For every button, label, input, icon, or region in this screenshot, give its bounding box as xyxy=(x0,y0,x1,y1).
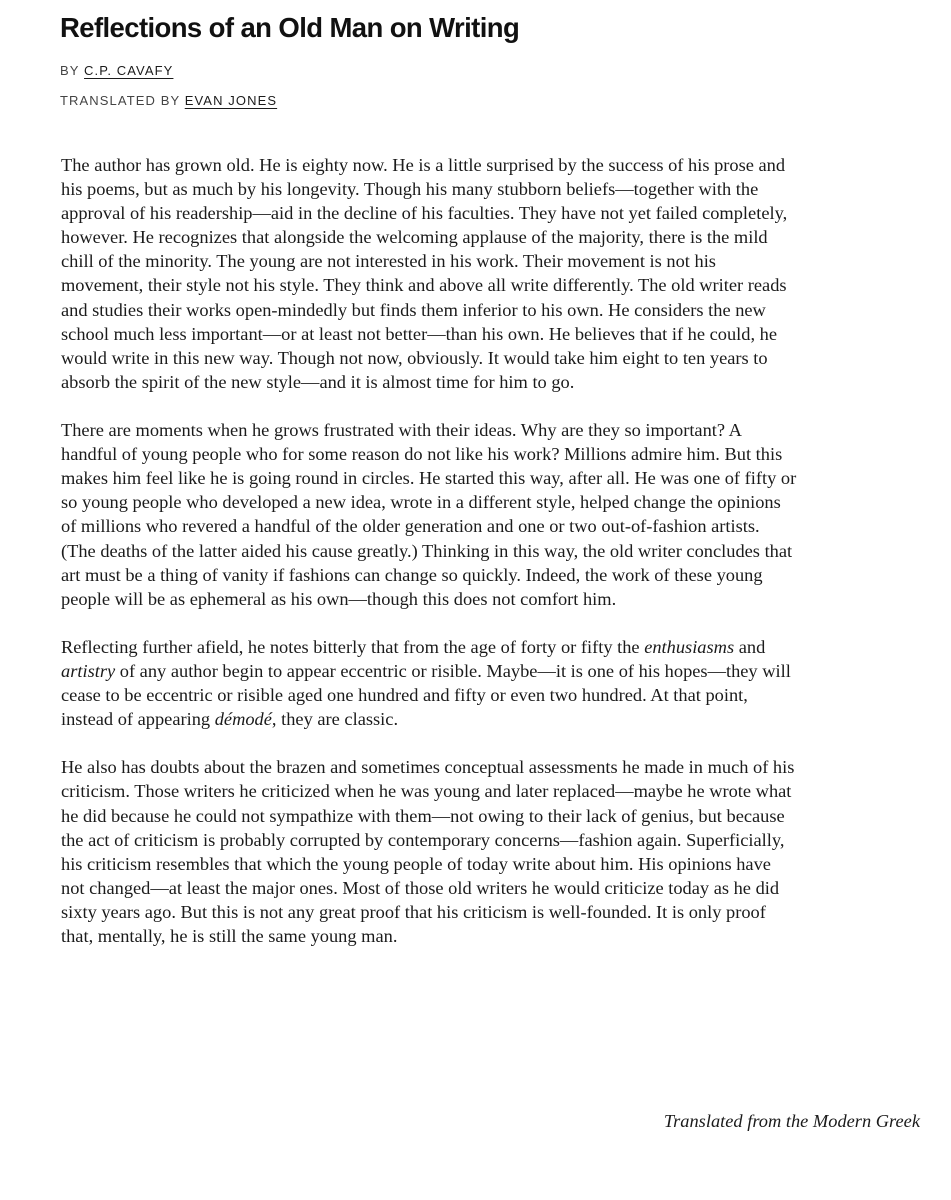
paragraph-line: The author has grown old. He is eighty now. He is a little surprised by the success of his prose and xyxy=(61,155,786,175)
paragraph-1 xyxy=(61,153,927,394)
paragraph-line: He also has doubts about the brazen and sometimes conceptual assessments he made in much of his xyxy=(61,757,795,778)
article-body xyxy=(61,153,927,972)
translator-link[interactable]: EVAN JONES xyxy=(184,93,278,108)
paragraph-line: handful of young people who for some reason do not like his work? Millions admire him. But this xyxy=(61,444,783,465)
paragraph-text: cease to be eccentric or risible aged one hundred and fifty or even two hundred. At that point, xyxy=(61,685,748,706)
paragraph-line: chill of the minority. The young are not interested in his work. Their movement is not his xyxy=(61,251,716,272)
paragraph-line: (The deaths of the latter aided his cause greatly.) Thinking in this way, the old writer concludes that xyxy=(61,540,793,561)
paragraph-line: people will be as ephemeral as his own—though this does not comfort him. xyxy=(61,588,617,609)
paragraph-text: of any author begin to appear eccentric or risible. Maybe—it is one of his hopes—they will xyxy=(115,660,791,681)
paragraph-line: not changed—at least the major ones. Most of those old writers he would criticize today as he did xyxy=(61,877,780,898)
paragraph-2 xyxy=(61,418,927,611)
paragraph-text: instead of appearing xyxy=(61,709,215,730)
paragraph-line: makes him feel like he is going round in circles. He started this way, after all. He was one of fifty or xyxy=(61,468,797,489)
translated-by-label: TRANSLATED BY xyxy=(60,93,185,108)
paragraph-line: so young people who developed a new idea, wrote in a different style, helped change the opinions xyxy=(61,492,781,513)
author-byline xyxy=(60,63,173,78)
paragraph-line: the act of criticism is probably corrupted by contemporary concerns—fashion again. Superficially, xyxy=(61,829,785,850)
paragraph-line: criticism. Those writers he criticized when he was young and later replaced—maybe he wrote what xyxy=(61,781,792,802)
paragraph-3 xyxy=(61,635,927,731)
by-label: BY xyxy=(60,63,85,78)
paragraph-line: he did because he could not sympathize with them—not owing to their lack of genius, but because xyxy=(61,805,785,826)
translation-credit: Translated from the Modern Greek xyxy=(663,1111,920,1131)
paragraph-line: and studies their works open-mindedly but finds them inferior to his own. He considers the new xyxy=(61,299,766,320)
paragraph-4 xyxy=(61,755,927,948)
paragraph-line: sixty years ago. But this is not any great proof that his criticism is well-founded. It is only proof xyxy=(61,901,766,922)
paragraph-text: , they are classic. xyxy=(271,709,399,730)
paragraph-line: that, mentally, he is still the same young man. xyxy=(61,926,398,946)
author-link[interactable]: C.P. CAVAFY xyxy=(84,63,174,78)
paragraph-line: movement, their style not his style. They think and above all write differently. The old writer reads xyxy=(61,275,787,296)
paragraph-line: There are moments when he grows frustrated with their ideas. Why are they so important? A xyxy=(61,420,742,441)
paragraph-line: would write in this new way. Though not now, obviously. It would take him eight to ten years to xyxy=(61,347,768,368)
emphasis-artistry: artistry xyxy=(61,660,116,681)
paragraph-line: however. He recognizes that alongside the welcoming applause of the majority, there is the mild xyxy=(61,227,768,248)
translator-byline xyxy=(60,93,277,108)
paragraph-text: Reflecting further afield, he notes bitterly that from the age of forty or fifty the xyxy=(61,636,645,657)
emphasis-demode: démodé xyxy=(214,709,272,730)
paragraph-line: approval of his readership—aid in the decline of his faculties. They have not yet failed completely, xyxy=(61,203,788,224)
paragraph-line: his criticism resembles that which the young people of today write about him. His opinions have xyxy=(61,853,771,874)
article-title: Reflections of an Old Man on Writing xyxy=(60,12,520,43)
paragraph-line: absorb the spirit of the new style—and it is almost time for him to go. xyxy=(61,371,575,392)
paragraph-line: school much less important—or at least not better—than his own. He believes that if he could, he xyxy=(61,323,778,344)
paragraph-line: of millions who revered a handful of the older generation and one or two out-of-fashion artists. xyxy=(61,516,760,537)
paragraph-line: art must be a thing of vanity if fashions can change so quickly. Indeed, the work of these young xyxy=(61,564,763,585)
paragraph-text: and xyxy=(734,636,766,657)
emphasis-enthusiasms: enthusiasms xyxy=(644,636,735,657)
paragraph-line: his poems, but as much by his longevity. Though his many stubborn beliefs—together with the xyxy=(61,179,759,200)
